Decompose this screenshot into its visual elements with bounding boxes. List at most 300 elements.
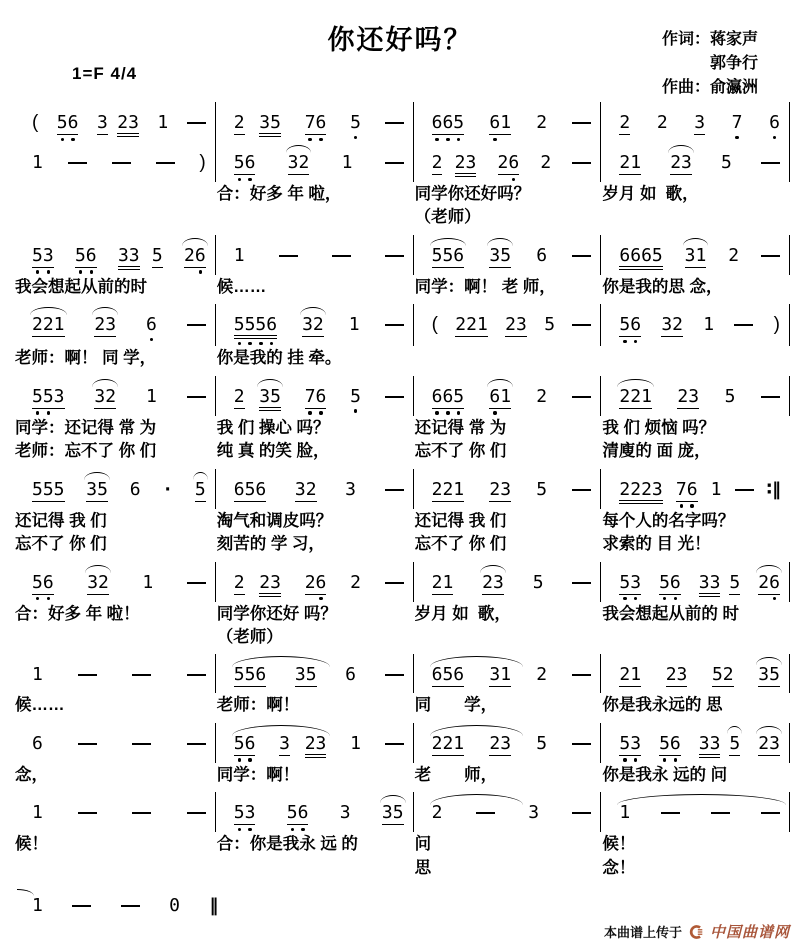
duration-dash (385, 122, 404, 124)
note: 53 (619, 573, 641, 602)
note: 23 (117, 113, 139, 137)
note (78, 803, 97, 814)
note: 5 (729, 734, 740, 756)
system (14, 469, 790, 556)
song-title: 你还好吗？ (327, 25, 473, 55)
lyric-cell: 候…… (15, 696, 65, 715)
note: · (162, 478, 174, 500)
note (78, 665, 97, 676)
measure (14, 562, 216, 602)
note: 2 (536, 385, 548, 407)
note (761, 246, 780, 257)
lyric-cell: 求索的 目 光！ (602, 535, 711, 554)
note: 2 (350, 571, 361, 593)
measure (216, 235, 414, 275)
note: 52 (711, 664, 734, 686)
note (187, 734, 206, 745)
note: 32 (288, 153, 310, 175)
measure (601, 562, 790, 602)
lyrics-row (14, 418, 790, 439)
note: 2 (233, 385, 245, 407)
note: 5 (350, 387, 361, 414)
note (385, 113, 404, 124)
note: 3 (694, 112, 706, 133)
tie-arc-icon (84, 472, 110, 480)
lyric-cell: 念！ (602, 858, 636, 877)
note (385, 387, 404, 398)
duration-dash (385, 162, 404, 164)
note: 2 (233, 112, 245, 133)
note: 26 (758, 573, 780, 602)
note: 33 (699, 573, 721, 597)
note: 23 (489, 732, 512, 754)
octave-dots (305, 596, 327, 602)
duration-dash (112, 162, 131, 164)
note: 76 (305, 387, 327, 416)
octave-dots (287, 826, 309, 832)
duration-dash (761, 812, 780, 814)
note: 3 (345, 478, 357, 500)
note: 23 (677, 385, 700, 407)
lyricist-credit-2: 郭争行 (709, 55, 758, 72)
note: ‖ (209, 895, 219, 917)
duration-dash (132, 674, 151, 676)
measure (216, 792, 414, 832)
lyric-cell: 还记得 我 们 (15, 511, 107, 530)
tie-arc-icon (487, 379, 513, 387)
note (572, 153, 591, 164)
lyric-cell: 合：好多 年 啦！ (15, 604, 140, 623)
octave-dots (350, 134, 361, 140)
duration-dash (572, 812, 591, 814)
octave-dots (234, 757, 256, 763)
note: 32 (94, 387, 116, 409)
note: 2 (536, 664, 548, 686)
note: ) (199, 152, 206, 173)
duration-dash (121, 905, 140, 907)
duration-dash (385, 674, 404, 676)
lyric-cell (216, 858, 414, 879)
octave-dots (489, 410, 511, 416)
measure (216, 142, 414, 182)
note: 556 (233, 664, 267, 686)
lyric-cell: 还记得 常 为 (414, 418, 507, 437)
note: 2 (233, 571, 245, 593)
duration-dash (572, 162, 591, 164)
note (476, 803, 495, 814)
note: 56 (619, 315, 641, 344)
measure (216, 102, 414, 142)
note: 56 (659, 734, 681, 763)
tie-arc-icon (30, 307, 67, 315)
note (156, 153, 175, 164)
note (132, 734, 151, 745)
duration-dash (661, 812, 680, 814)
note: 3 (96, 112, 108, 133)
note: 665 (432, 387, 465, 416)
measure (14, 376, 216, 416)
note: 656 (431, 664, 465, 686)
note (572, 113, 591, 124)
note (385, 480, 404, 491)
tie-arc-icon (193, 472, 208, 480)
note (187, 113, 206, 124)
note: 23 (482, 573, 504, 595)
note: 32 (294, 478, 317, 500)
measure (414, 304, 602, 346)
lyric-cell: 合：你是我永 远 的 (216, 835, 358, 854)
note: 33 (118, 246, 140, 270)
note: 6 (536, 244, 548, 266)
key-time-signature: 1=F 4/4 (72, 64, 138, 83)
lyric-cell: 忘不了 你 们 (414, 535, 507, 554)
note: 32 (661, 314, 684, 336)
tie-arc-icon (85, 565, 111, 573)
notation-row (14, 654, 790, 693)
note: 6 (129, 478, 141, 500)
measure (14, 102, 216, 142)
tie-arc-icon (257, 379, 283, 387)
duration-dash (72, 905, 91, 907)
measure (216, 304, 414, 346)
tie-arc-icon (617, 379, 654, 387)
note: ( (32, 112, 39, 133)
note: 0 (169, 895, 180, 917)
measure (414, 102, 602, 142)
measure (601, 469, 790, 509)
tie-arc-icon (668, 145, 694, 153)
duration-dash (761, 255, 780, 257)
lyric-cell: 念， (15, 765, 48, 784)
lyric-cell: 同学你还好吗？ (414, 185, 531, 203)
lyric-cell: 思 (414, 858, 432, 877)
duration-dash (734, 324, 753, 326)
note (132, 665, 151, 676)
octave-dots (234, 340, 277, 346)
lyric-cell: 我会想起从前的时 (15, 277, 147, 296)
lyricist-credit: 作词：蒋家声 (661, 31, 758, 48)
tie-arc-icon (300, 307, 326, 315)
note (711, 803, 730, 814)
duration-dash (187, 743, 206, 745)
duration-dash (156, 162, 175, 164)
lyrics-row (14, 441, 790, 462)
note (187, 665, 206, 676)
measure (14, 304, 216, 346)
lyric-cell: 清廋的 面 庞， (602, 442, 711, 461)
measure (601, 376, 790, 416)
note (572, 665, 591, 676)
tie-arc-icon (92, 379, 118, 387)
duration-dash (78, 812, 97, 814)
note: 5 (544, 314, 556, 336)
note: 5 (151, 244, 163, 266)
measure (601, 235, 790, 275)
note (761, 387, 780, 398)
note: 61 (489, 113, 511, 142)
note (187, 573, 206, 584)
duration-dash (187, 324, 206, 326)
measure (414, 723, 602, 763)
system (14, 235, 790, 298)
measure (414, 792, 602, 832)
note: 1 (348, 314, 360, 336)
note (761, 153, 780, 164)
measure (216, 469, 414, 509)
note: 61 (489, 387, 511, 416)
measure (14, 142, 216, 182)
note: 35 (259, 387, 281, 411)
lyrics-row (14, 765, 790, 786)
note (332, 246, 351, 257)
note: 1 (703, 314, 715, 336)
lyric-cell: 同 学， (414, 696, 498, 715)
lyric-cell: 候！ (602, 835, 636, 854)
note: 5 (721, 152, 732, 173)
note: 35 (259, 113, 281, 137)
measure (601, 723, 790, 763)
lyric-cell: 同学：啊！ 老 师， (414, 277, 556, 296)
octave-dots (619, 596, 641, 602)
measure (216, 376, 414, 416)
duration-dash (78, 674, 97, 676)
octave-dots (758, 596, 780, 602)
system (14, 562, 790, 649)
note (385, 315, 404, 326)
lyric-cell (601, 207, 790, 228)
lyric-cell: 你是我永远的 思 (602, 696, 723, 715)
note: 1 (32, 895, 43, 917)
note: ∶‖ (766, 478, 781, 500)
measure (601, 102, 790, 142)
duration-dash (385, 396, 404, 398)
note (761, 803, 780, 814)
notation-row (14, 885, 790, 924)
system (14, 304, 790, 369)
note: 26 (184, 246, 206, 275)
note: 33 (699, 734, 721, 758)
measure (601, 654, 790, 693)
octave-dots (659, 757, 681, 763)
note: 221 (431, 478, 465, 500)
notation-row (14, 304, 790, 346)
note (279, 246, 298, 257)
note (187, 803, 206, 814)
note: 665 (432, 113, 465, 142)
note: 53 (619, 734, 641, 763)
duration-dash (572, 489, 591, 491)
note: 5 (536, 732, 548, 754)
system (14, 792, 790, 879)
note: 1 (710, 478, 722, 500)
note (385, 573, 404, 584)
duration-dash (761, 162, 780, 164)
note: 31 (685, 246, 707, 268)
note: 23 (665, 664, 688, 686)
duration-dash (572, 324, 591, 326)
lyric-cell: 你是我永 远的 问 (602, 765, 728, 784)
tie-arc-icon (182, 238, 208, 246)
lyric-cell: 忘不了 你 们 (414, 442, 507, 461)
system (14, 102, 790, 229)
duration-dash (711, 812, 730, 814)
note: 32 (302, 315, 324, 337)
note: 5 (195, 480, 206, 502)
note: 221 (619, 387, 652, 409)
note (734, 315, 753, 326)
measure (414, 562, 602, 602)
lyric-cell: 候！ (15, 835, 48, 854)
octave-dots (619, 338, 641, 344)
note: 1 (341, 152, 353, 173)
tie-arc-icon (683, 238, 709, 246)
note: 1 (619, 802, 631, 824)
note: 31 (489, 664, 512, 686)
note: 5 (729, 571, 741, 593)
measure (414, 376, 602, 416)
octave-dots (676, 503, 698, 509)
note (661, 803, 680, 814)
note: 23 (455, 153, 477, 177)
system (14, 654, 790, 716)
note: 1 (32, 802, 43, 824)
lyric-cell: 同学你还好 吗？ (216, 604, 337, 623)
duration-dash (572, 396, 591, 398)
note: ) (773, 314, 780, 336)
note (187, 387, 206, 398)
note: 5 (532, 571, 544, 593)
note (132, 803, 151, 814)
duration-dash (572, 674, 591, 676)
note: 555 (32, 478, 65, 500)
octave-dots (619, 757, 641, 763)
lyric-cell (14, 858, 216, 879)
note (385, 665, 404, 676)
note: 3 (279, 732, 290, 754)
lyric-cell: 岁月 如 歌， (414, 604, 511, 623)
note: 2 (431, 152, 443, 173)
measure (14, 792, 216, 832)
note: 2223 (619, 480, 662, 504)
lyric-cell: 老师：忘不了 你 们 (15, 442, 157, 461)
note: 35 (758, 665, 780, 687)
lyric-cell: 老师：啊！ (216, 696, 300, 715)
lyric-cell: 你是我的 挂 牵。 (216, 349, 342, 368)
note: 2 (540, 152, 552, 173)
note (78, 734, 97, 745)
system (14, 376, 790, 463)
lyrics-row (14, 858, 790, 879)
duration-dash (385, 489, 404, 491)
note (572, 387, 591, 398)
note: 53 (234, 803, 256, 832)
note: 35 (294, 664, 317, 686)
duration-dash (68, 162, 87, 164)
note: 56 (32, 573, 54, 602)
note: 656 (233, 478, 267, 500)
lyric-cell: 老师：啊！ 同 学， (15, 349, 157, 368)
measure (601, 304, 790, 346)
header (0, 0, 800, 94)
measure (216, 723, 414, 763)
octave-dots (769, 134, 780, 140)
lyrics-row (14, 627, 790, 648)
lyrics-row (14, 695, 790, 716)
duration-dash (572, 255, 591, 257)
octave-dots (184, 269, 206, 275)
measure (601, 792, 790, 832)
note (385, 246, 404, 257)
note: 26 (305, 573, 327, 602)
lyrics-row (14, 604, 790, 625)
note: 6 (146, 315, 157, 342)
note: 23 (305, 734, 327, 758)
note (72, 896, 91, 907)
notation-row (14, 102, 790, 142)
note: 5 (724, 385, 736, 407)
octave-dots (32, 269, 54, 275)
note: 1 (145, 385, 157, 407)
octave-dots (732, 134, 743, 140)
note: 1 (32, 152, 43, 173)
duration-dash (385, 743, 404, 745)
lyric-cell: 合：好多 年 啦， (216, 185, 342, 203)
octave-dots (659, 596, 681, 602)
note: 23 (505, 314, 527, 336)
duration-dash (132, 812, 151, 814)
lyric-cell (14, 184, 216, 205)
measure (14, 885, 227, 924)
note: 1 (350, 732, 361, 754)
note: 56 (234, 734, 256, 763)
note (187, 315, 206, 326)
lyric-cell: 我会想起从前的 时 (602, 604, 739, 623)
tie-arc-icon (92, 307, 118, 315)
lyric-cell (601, 627, 790, 648)
note: 56 (75, 246, 97, 275)
duration-dash (187, 396, 206, 398)
lyric-cell: 老 师， (414, 765, 498, 784)
measure (216, 654, 414, 693)
note: 1 (233, 244, 245, 266)
note: 26 (498, 153, 520, 182)
score (0, 94, 800, 924)
lyric-cell (601, 348, 790, 369)
note: 5556 (234, 315, 277, 346)
note: 2 (536, 112, 548, 133)
tie-arc-icon (286, 145, 312, 153)
notation-row (14, 792, 790, 832)
note (572, 480, 591, 491)
lyric-cell: （老师） (216, 627, 283, 646)
lyrics-row (14, 207, 790, 228)
lyrics-row (14, 348, 790, 369)
credits (662, 28, 758, 100)
note: 53 (32, 246, 54, 275)
note: 56 (659, 573, 681, 602)
measure (414, 469, 602, 509)
measure (14, 723, 216, 763)
note: 6 (32, 732, 43, 754)
octave-dots (498, 176, 520, 182)
note: 5 (350, 113, 361, 140)
lyric-cell: 候…… (216, 277, 267, 296)
note: 221 (32, 315, 65, 337)
lyric-cell: 淘气和调皮吗？ (216, 511, 333, 530)
note: 3 (339, 802, 351, 824)
duration-dash (385, 582, 404, 584)
note: 23 (670, 153, 692, 175)
